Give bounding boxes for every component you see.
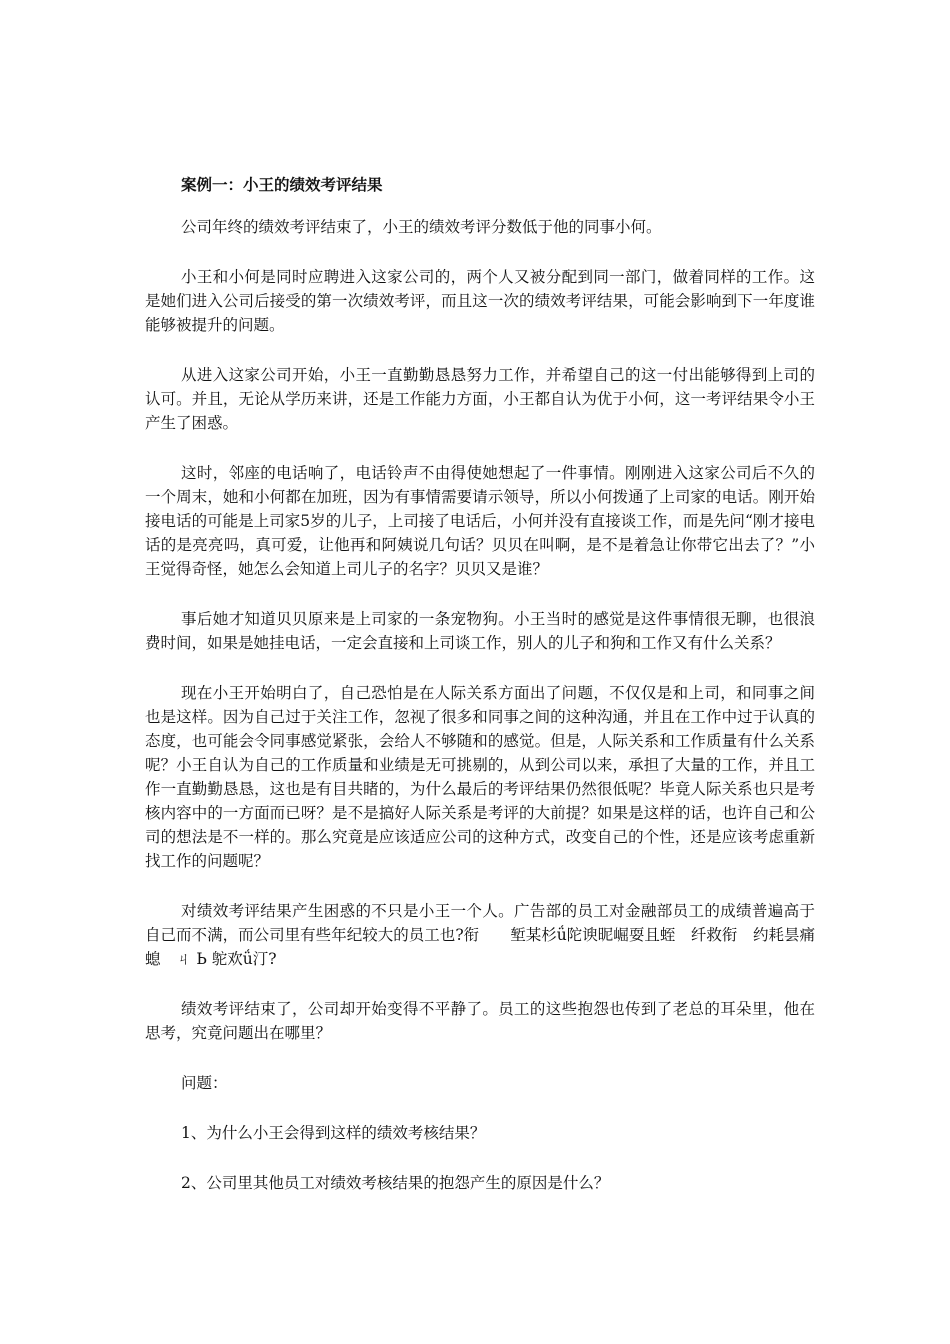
- document-title: 案例一：小王的绩效考评结果: [181, 175, 383, 194]
- paragraph-background: 小王和小何是同时应聘进入这家公司的，两个人又被分配到同一部门，做着同样的工作。这是她们进入公司后接受的第一次绩效考评，而且这一次的绩效考评结果，可能会影响到下一年度谁能够被提升的问题。: [145, 268, 815, 334]
- paragraph-confusion: 从进入这家公司开始，小王一直勤勤恳恳努力工作，并希望自己的这一付出能够得到上司的认可。并且，无论从学历来讲，还是工作能力方面，小王都自认为优于小何，这一考评结果令小王产生了困惑。: [145, 366, 815, 432]
- paragraph-afterwards: 事后她才知道贝贝原来是上司家的一条宠物狗。小王当时的感觉是这件事情很无聊，也很浪费时间，如果是她挂电话，一定会直接和上司谈工作，别人的儿子和狗和工作又有什么关系？: [145, 610, 815, 652]
- paragraph-boss-thinking: 绩效考评结束了，公司却开始变得不平静了。员工的这些抱怨也传到了老总的耳朵里，他在思考，究竟问题出在哪里？: [145, 1000, 815, 1042]
- document-body: [145, 171, 815, 1195]
- paragraph-intro: 公司年终的绩效考评结束了，小王的绩效考评分数低于他的同事小何。: [181, 218, 662, 236]
- paragraph-phone-call: 这时，邻座的电话响了，电话铃声不由得使她想起了一件事情。刚刚进入这家公司后不久的一个周末，她和小何都在加班，因为有事情需要请示领导，所以小何拨通了上司家的电话。刚开始接电话的可能是上司家5岁的儿子，上司接了电话后，小何并没有直接谈工作，而是先问“刚才接电话的是亮亮吗，真可爱，让他再和阿姨说几句话？贝贝在叫啊，是不是着急让你带它出去了？”小王觉得奇怪，她怎么会知道上司儿子的名字？贝贝又是谁？: [145, 464, 815, 578]
- question-2: 2、公司里其他员工对绩效考核结果的抱怨产生的原因是什么？: [181, 1174, 610, 1192]
- paragraph-other-employees: 对绩效考评结果产生困惑的不只是小王一个人。广告部的员工对金融部员工的成绩普遍高于自己而不满，而公司里有些年纪较大的员工也?衔 堑某杉ǘ陀谀昵崛耍且蛭 纤救衔 约耗昙痛螅 ㄐ Ь 鸵欢ǘ汀?: [145, 902, 815, 968]
- questions-heading: 问题：: [181, 1074, 228, 1092]
- question-1: 1、为什么小王会得到这样的绩效考核结果？: [181, 1124, 486, 1142]
- paragraph-realization: 现在小王开始明白了，自己恐怕是在人际关系方面出了问题，不仅仅是和上司，和同事之间也是这样。因为自己过于关注工作，忽视了很多和同事之间的这种沟通，并且在工作中过于认真的态度，也可能会令同事感觉紧张，会给人不够随和的感觉。但是，人际关系和工作质量有什么关系呢？小王自认为自己的工作质量和业绩是无可挑剔的，从到公司以来，承担了大量的工作，并且工作一直勤勤恳恳，这也是有目共睹的，为什么最后的考评结果仍然很低呢？毕竟人际关系也只是考核内容中的一方面而已呀？是不是搞好人际关系是考评的大前提？如果是这样的话，也许自己和公司的想法是不一样的。那么究竟是应该适应公司的这种方式，改变自己的个性，还是应该考虑重新找工作的问题呢？: [145, 684, 815, 870]
